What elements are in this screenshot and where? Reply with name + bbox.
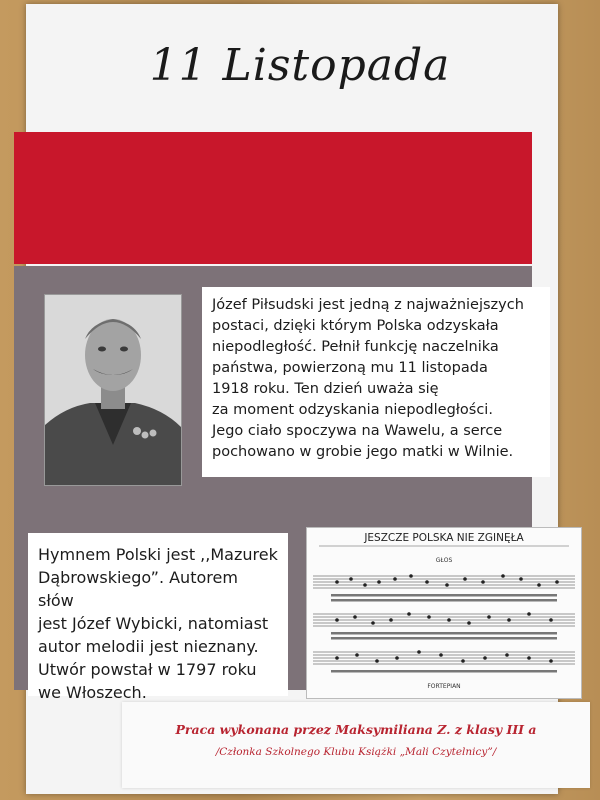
anthem-paragraph: Hymnem Polski jest ,,Mazurek Dąbrowskiego”. Autorem słów jest Józef Wybicki, natomiast autor melodii jest nieznany. Utwór powstał w 1797 roku we Włoszech. (38, 545, 278, 702)
poster-title: 11 Listopada (149, 40, 451, 91)
credits-box (122, 702, 590, 788)
portrait-drawing (45, 295, 181, 485)
music-staves-drawing (307, 528, 581, 698)
sheet-music-voice-label: GŁOS (435, 557, 453, 564)
bio-paragraph: Józef Piłsudski jest jedną z najważniejszych postaci, dzięki którym Polska odzyskała niepodległość. Pełnił funkcję naczelnika państwa, powierzoną mu 11 listopada 1918 roku. Ten dzień uważa się za moment odzyskania niepodległości. Jego ciało spoczywa na Wawelu, a serce pochowano w grobie jego matki w Wilnie. (212, 297, 524, 460)
club-credit: /Członka Szkolnego Klubu Książki „Mali Czytelnicy”/ (215, 746, 497, 758)
pilsudski-portrait-photo (44, 294, 182, 486)
bio-text-box (202, 287, 550, 477)
sheet-music-title: JESZCZE POLSKA NIE ZGINĘŁA (364, 532, 524, 544)
red-flag-band (14, 132, 532, 264)
sheet-music-image (306, 527, 582, 699)
author-credit: Praca wykonana przez Maksymiliana Z. z klasy III a (175, 722, 537, 737)
anthem-text-box (28, 533, 288, 702)
sheet-music-piano-label: FORTEPIAN (427, 683, 461, 690)
